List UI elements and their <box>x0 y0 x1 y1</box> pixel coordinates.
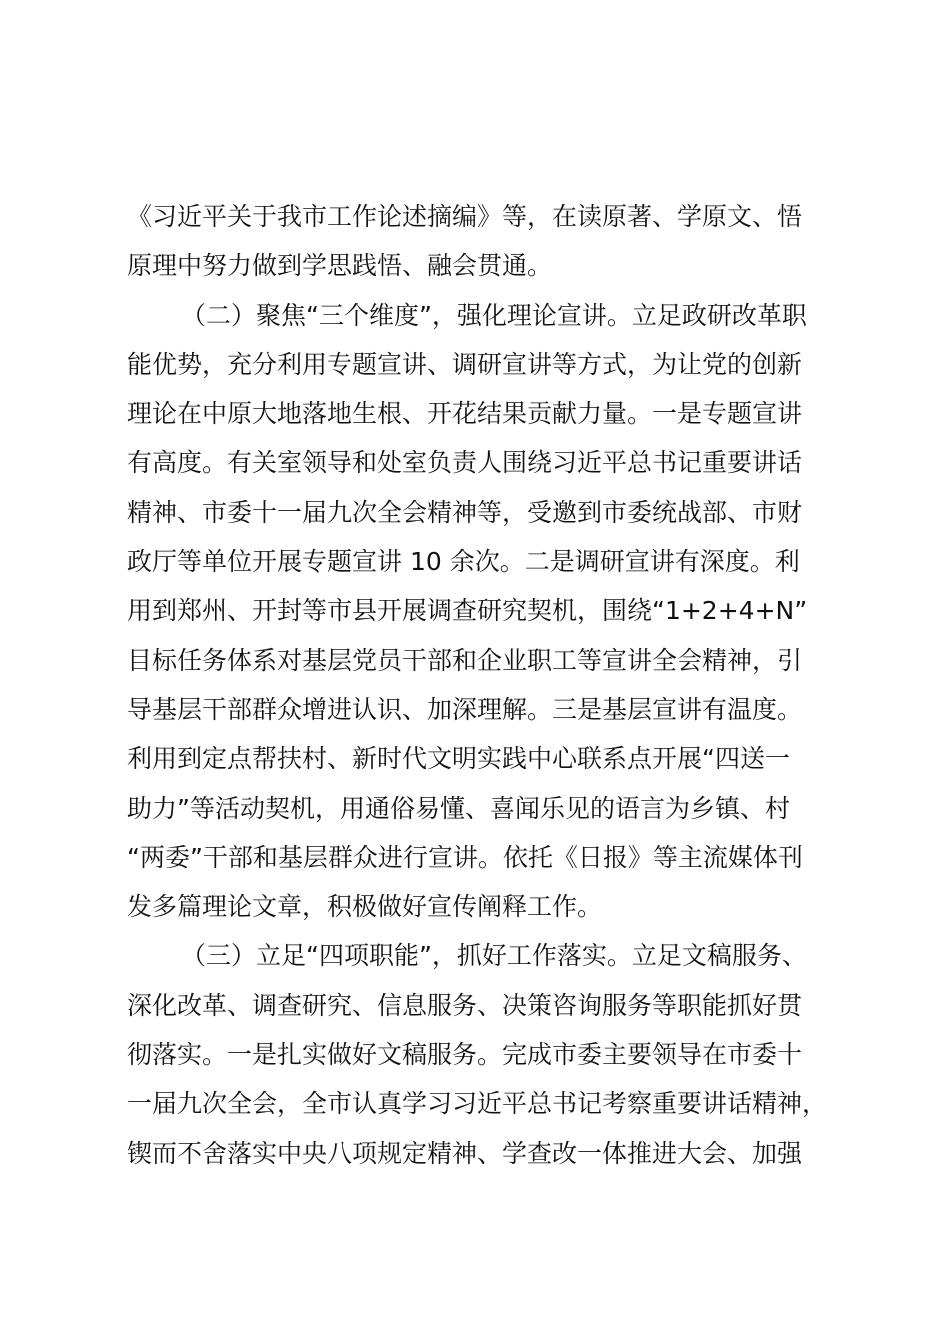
text-line: 有高度。有关室领导和处室负责人围绕习近平总书记重要讲话 <box>127 448 803 478</box>
text-line: 发多篇理论文章，积极做好宣传阐释工作。 <box>127 892 603 922</box>
text-line: 原理中努力做到学思践悟、融会贯通。 <box>127 251 553 281</box>
text-line: 能优势，充分利用专题宣讲、调研宣讲等方式，为让党的创新 <box>127 349 803 379</box>
text-line: 用到郑州、开封等市县开展调查研究契机，围绕“1+2+4+N” <box>127 596 808 626</box>
section-heading-line: （三）立足“四项职能”，抓好工作落实。立足文稿服务、 <box>181 941 807 971</box>
text-line: 精神、市委十一届九次全会精神等，受邀到市委统战部、市财 <box>127 497 803 527</box>
text-line: 政厅等单位开展专题宣讲 10 余次。二是调研宣讲有深度。利 <box>127 547 800 577</box>
text-line: 《习近平关于我市工作论述摘编》等，在读原著、学原文、悟 <box>127 202 803 231</box>
text-line: 一届九次全会，全市认真学习习近平总书记考察重要讲话精神， <box>127 1089 828 1119</box>
text-line: 助力”等活动契机，用通俗易懂、喜闻乐见的语言为乡镇、村 <box>127 793 790 823</box>
section-heading-line: （二）聚焦“三个维度”，强化理论宣讲。立足政研改革职 <box>181 300 807 330</box>
text-line: “两委”干部和基层群众进行宣讲。依托《日报》等主流媒体刊 <box>127 842 803 872</box>
text-line: 利用到定点帮扶村、新时代文明实践中心联系点开展“四送一 <box>127 744 790 774</box>
text-line: 理论在中原大地落地生根、开花结果贡献力量。一是专题宣讲 <box>127 399 803 429</box>
text-line: 锲而不舍落实中央八项规定精神、学查改一体推进大会、加强 <box>127 1138 803 1168</box>
text-line: 导基层干部群众增进认识、加深理解。三是基层宣讲有温度。 <box>127 694 803 724</box>
text-line: 彻落实。一是扎实做好文稿服务。完成市委主要领导在市委十 <box>127 1040 803 1070</box>
text-line: 目标任务体系对基层党员干部和企业职工等宣讲全会精神，引 <box>127 645 803 675</box>
text-line: 深化改革、调查研究、信息服务、决策咨询服务等职能抓好贯 <box>127 990 803 1020</box>
document-body <box>127 192 847 1178</box>
